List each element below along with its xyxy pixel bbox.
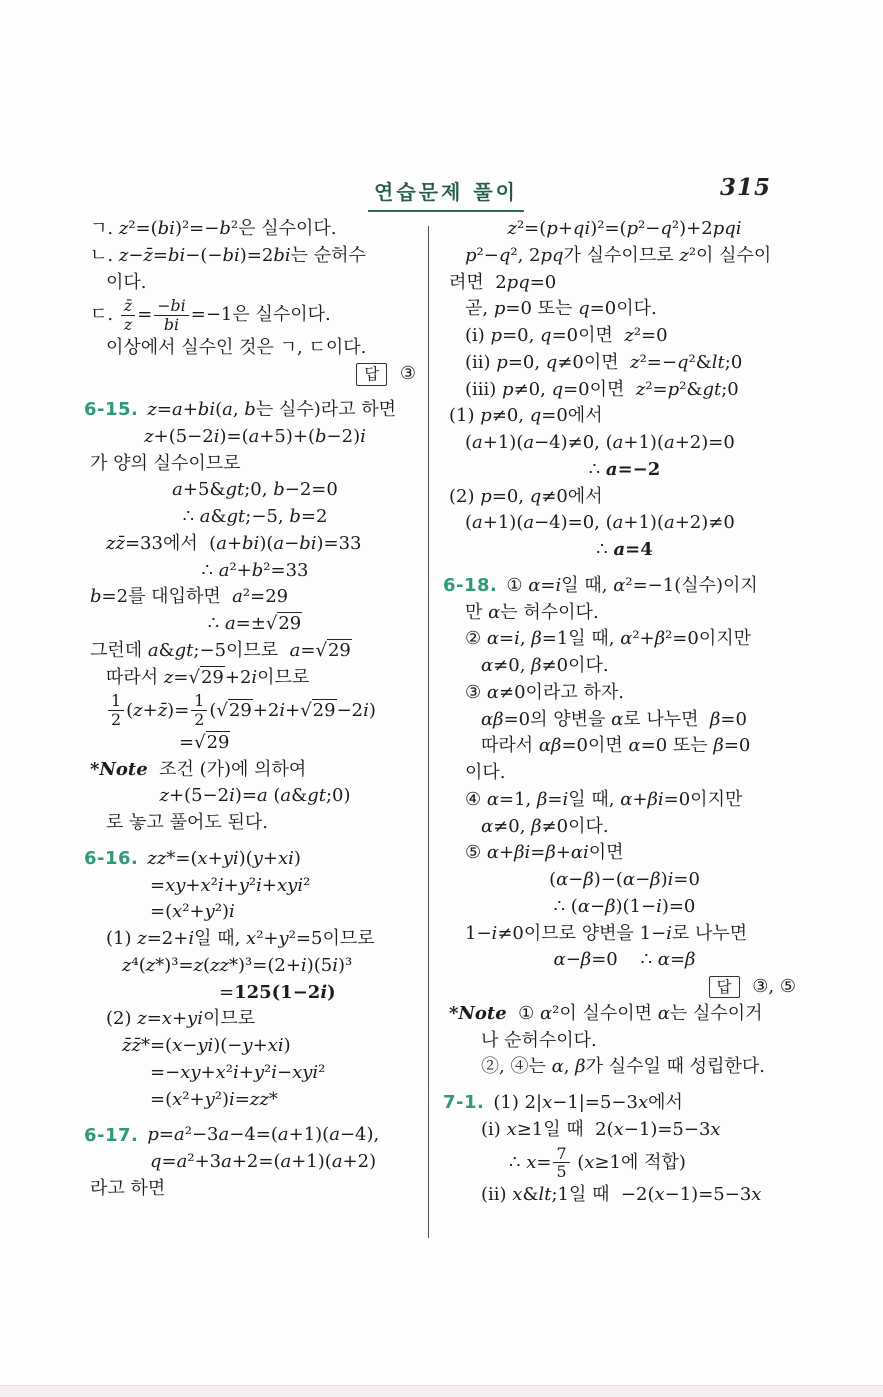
page-title: 연습문제 풀이 xyxy=(368,176,524,212)
problem-line xyxy=(84,1122,426,1149)
text-line xyxy=(84,665,426,692)
text-line xyxy=(443,921,806,948)
line-text: (ⅱ) x&lt;1일 때 −2(x−1)=5−3x xyxy=(481,1183,762,1205)
line-text: 그런데 a&gt;−5이므로 a=√29 xyxy=(90,639,351,661)
text-line xyxy=(84,953,426,980)
square-root: √29 xyxy=(216,699,252,721)
line-text: 따라서 αβ=0이면 α=0 또는 β=0 xyxy=(481,735,751,757)
page-bottom-edge xyxy=(0,1385,883,1397)
line-text: 이다. xyxy=(465,762,506,783)
line-text: z⁴(z*)³=z(zz*)³=(2+i)(5i)³ xyxy=(122,954,353,976)
note-keyword: *Note xyxy=(449,1002,507,1024)
fraction: $\frac{1}{2}$ xyxy=(191,692,207,728)
text-line xyxy=(443,1001,806,1028)
problem-number: 6-18. xyxy=(443,575,498,596)
text-line xyxy=(84,424,426,451)
text-line xyxy=(443,680,806,707)
line-text: 라고 하면 xyxy=(90,1177,166,1199)
text-line xyxy=(84,504,426,531)
note-keyword: *Note xyxy=(90,758,148,780)
line-text: (a+1)(a−4)≠0, (a+1)(a+2)=0 xyxy=(465,432,735,453)
line-text: αβ=0의 양변을 α로 나누면 β=0 xyxy=(481,708,747,730)
line-text: z̄z̄*=(x−yi)(−y+xi) xyxy=(122,1035,291,1057)
line-text: ∴ x= $\frac{7}{5}$ (x≥1에 적합) xyxy=(509,1143,686,1182)
line-text: ④ α=1, β=i일 때, α+βi=0이지만 xyxy=(465,788,743,810)
text-line xyxy=(443,296,806,323)
line-text: (1) 2|x−1|=5−3x에서 xyxy=(493,1092,683,1113)
line-text: ㄷ. $\frac{z̄}{z}$ = $\frac{-bi}{bi}$ =−1은 실수이다. xyxy=(90,296,331,334)
line-text: zz̄=33에서 (a+bi)(a−bi)=33 xyxy=(106,532,362,554)
text-line xyxy=(443,270,806,297)
text-line xyxy=(443,1054,806,1081)
text-line xyxy=(84,270,426,297)
line-text: =−xy+x²i+y²i−xyi² xyxy=(150,1061,326,1083)
page-number: 315 xyxy=(720,174,772,201)
line-text: =125(1−2i) xyxy=(219,981,336,1003)
line-text: a+5&gt;0, b−2=0 xyxy=(172,479,338,501)
line-text: 가 양의 실수이므로 xyxy=(90,452,241,474)
text-line xyxy=(84,584,426,611)
text-line xyxy=(443,626,806,653)
line-text: 답 ③, ⑤ xyxy=(709,976,796,997)
text-line xyxy=(84,899,426,926)
solutions-content xyxy=(84,216,806,1238)
text-line xyxy=(84,1033,426,1060)
problem-line xyxy=(84,846,426,873)
line-text: $\frac{1}{2}$ (z+z̄)= $\frac{1}{2}$ (√29+2i+√29−2i) xyxy=(106,700,376,721)
fraction: $\frac{7}{5}$ xyxy=(553,1145,569,1181)
answer-box: 답 xyxy=(709,976,740,999)
text-line xyxy=(84,361,426,388)
line-text: 만 α는 허수이다. xyxy=(465,601,599,623)
line-text: ∴ (α−β)(1−i)=0 xyxy=(553,895,696,917)
text-line xyxy=(443,1182,806,1209)
line-text: b=2를 대입하면 a²=29 xyxy=(90,586,289,608)
fraction: $\frac{1}{2}$ xyxy=(108,692,124,728)
text-line xyxy=(443,840,806,867)
text-line xyxy=(84,611,426,638)
text-line xyxy=(443,1144,806,1182)
line-text: 나 순허수이다. xyxy=(481,1029,597,1051)
line-text: *Note 조건 (가)에 의하여 xyxy=(90,758,307,780)
text-line xyxy=(443,243,806,270)
line-text: 이다. xyxy=(106,271,147,293)
problem-number: 7-1. xyxy=(443,1092,485,1114)
text-line xyxy=(443,1117,806,1144)
fraction: $\frac{-bi}{bi}$ xyxy=(154,297,188,333)
answer-box: 답 xyxy=(356,363,387,386)
text-line xyxy=(84,296,426,334)
line-text: 려면 2pq=0 xyxy=(449,271,557,293)
text-line xyxy=(443,403,806,430)
problem-number: 6-17. xyxy=(84,1124,139,1146)
line-text: z=a+bi(a, b는 실수)라고 하면 xyxy=(147,399,397,421)
line-text: ㄱ. z²=(bi)²=−b²은 실수이다. xyxy=(90,218,337,239)
line-text: z²=(p+qi)²=(p²−q²)+2pqi xyxy=(507,218,742,239)
line-text: ∴ a&gt;−5, b=2 xyxy=(182,506,328,528)
column-divider xyxy=(428,226,429,1238)
line-text: (ⅰ) x≥1일 때 2(x−1)=5−3x xyxy=(481,1118,721,1140)
right-column xyxy=(431,216,806,1209)
square-root: √29 xyxy=(188,666,224,688)
line-text: (ⅱ) p=0, q≠0이면 z²=−q²&lt;0 xyxy=(465,351,743,373)
line-text: (α−β)−(α−β)i=0 xyxy=(549,869,700,890)
line-text: ∴ a=±√29 xyxy=(207,613,302,635)
text-line xyxy=(443,430,806,457)
line-text: ③ α≠0이라고 하자. xyxy=(465,681,624,703)
text-line xyxy=(84,335,426,362)
line-text: (ⅲ) p≠0, q=0이면 z²=p²&gt;0 xyxy=(465,378,739,400)
problem-line xyxy=(443,1090,806,1117)
text-line xyxy=(84,1176,426,1203)
text-line xyxy=(84,558,426,585)
text-line xyxy=(84,243,426,270)
text-line xyxy=(443,323,806,350)
text-line xyxy=(84,691,426,729)
line-text: z+(5−2i)=(a+5)+(b−2)i xyxy=(144,425,366,447)
line-text: (2) z=x+yi이므로 xyxy=(106,1008,256,1030)
text-line xyxy=(443,537,806,564)
line-text: z+(5−2i)=a (a&gt;0) xyxy=(159,785,351,807)
square-root: √29 xyxy=(265,613,302,635)
line-text: 이상에서 실수인 것은 ㄱ, ㄷ이다. xyxy=(106,336,367,358)
line-text: zz*=(x+yi)(y+xi) xyxy=(147,847,301,869)
text-line xyxy=(443,867,806,894)
text-line xyxy=(443,377,806,404)
text-line xyxy=(84,810,426,837)
line-text: ① α=i일 때, α²=−1(실수)이지 xyxy=(506,574,758,596)
line-text: ∴ a=4 xyxy=(596,539,653,560)
line-text: 곧, p=0 또는 q=0이다. xyxy=(465,298,657,320)
problem-line xyxy=(443,573,806,600)
line-text: 따라서 z=√29+2i이므로 xyxy=(106,666,310,688)
text-line xyxy=(84,1006,426,1033)
line-text: α≠0, β≠0이다. xyxy=(481,815,609,837)
text-line xyxy=(84,730,426,757)
text-line xyxy=(84,638,426,665)
line-text: ㄴ. z−z̄=bi−(−bi)=2bi는 순허수 xyxy=(90,244,366,266)
problem-line xyxy=(84,397,426,424)
line-text: ∴ a=−2 xyxy=(588,458,661,480)
text-line xyxy=(443,787,806,814)
square-root: √29 xyxy=(315,639,351,661)
square-root: √29 xyxy=(300,699,336,721)
text-line xyxy=(443,894,806,921)
text-line xyxy=(84,873,426,900)
line-text: ② α=i, β=1일 때, α²+β²=0이지만 xyxy=(465,628,752,650)
text-line xyxy=(84,783,426,810)
text-line xyxy=(84,531,426,558)
text-line xyxy=(443,510,806,537)
line-text: 로 놓고 풀어도 된다. xyxy=(106,812,268,834)
text-line xyxy=(443,457,806,484)
text-line xyxy=(443,947,806,974)
text-line xyxy=(443,733,806,760)
line-text: =xy+x²i+y²i+xyi² xyxy=(150,874,311,896)
line-text: ②, ④는 α, β가 실수일 때 성립한다. xyxy=(481,1056,765,1078)
line-text: (1) p≠0, q=0에서 xyxy=(449,405,603,427)
line-text: α≠0, β≠0이다. xyxy=(481,655,609,676)
fraction: $\frac{z̄}{z}$ xyxy=(121,297,135,333)
line-text: 답 ③ xyxy=(356,363,416,384)
line-text: (2) p=0, q≠0에서 xyxy=(449,485,603,507)
text-line xyxy=(84,477,426,504)
text-line xyxy=(84,926,426,953)
line-text: α−β=0 ∴ α=β xyxy=(553,949,696,971)
text-line xyxy=(443,760,806,787)
left-column xyxy=(84,216,426,1203)
line-text: q=a²+3a+2=(a+1)(a+2) xyxy=(150,1151,377,1173)
text-line xyxy=(84,1060,426,1087)
line-text: *Note ① α²이 실수이면 α는 실수이거 xyxy=(449,1002,763,1024)
text-line xyxy=(443,707,806,734)
line-text: ∴ a²+b²=33 xyxy=(201,559,309,581)
problem-number: 6-15. xyxy=(84,399,139,421)
text-line xyxy=(443,600,806,627)
text-line xyxy=(443,814,806,841)
line-text: (a+1)(a−4)=0, (a+1)(a+2)≠0 xyxy=(465,512,735,534)
line-text: =√29 xyxy=(179,731,230,753)
text-line xyxy=(84,1087,426,1114)
line-text: p²−q², 2pq가 실수이므로 z²이 실수이 xyxy=(465,244,772,266)
line-text: 1−i≠0이므로 양변을 1−i로 나누면 xyxy=(465,922,748,944)
text-line xyxy=(443,974,806,1001)
text-line xyxy=(84,980,426,1007)
text-line xyxy=(84,1149,426,1176)
text-line xyxy=(443,216,806,243)
text-line xyxy=(443,484,806,511)
text-line xyxy=(84,216,426,243)
line-text: (ⅰ) p=0, q=0이면 z²=0 xyxy=(465,325,668,346)
line-text: ⑤ α+βi=β+αi이면 xyxy=(465,842,624,864)
line-text: =(x²+y²)i=zz* xyxy=(150,1088,278,1110)
line-text: =(x²+y²)i xyxy=(150,901,235,923)
text-line xyxy=(443,653,806,680)
text-line xyxy=(84,451,426,478)
square-root: √29 xyxy=(194,731,230,753)
text-line xyxy=(84,757,426,784)
text-line xyxy=(443,1028,806,1055)
text-line xyxy=(443,350,806,377)
problem-number: 6-16. xyxy=(84,848,139,870)
line-text: (1) z=2+i일 때, x²+y²=5이므로 xyxy=(106,928,375,950)
line-text: p=a²−3a−4=(a+1)(a−4), xyxy=(147,1124,380,1146)
